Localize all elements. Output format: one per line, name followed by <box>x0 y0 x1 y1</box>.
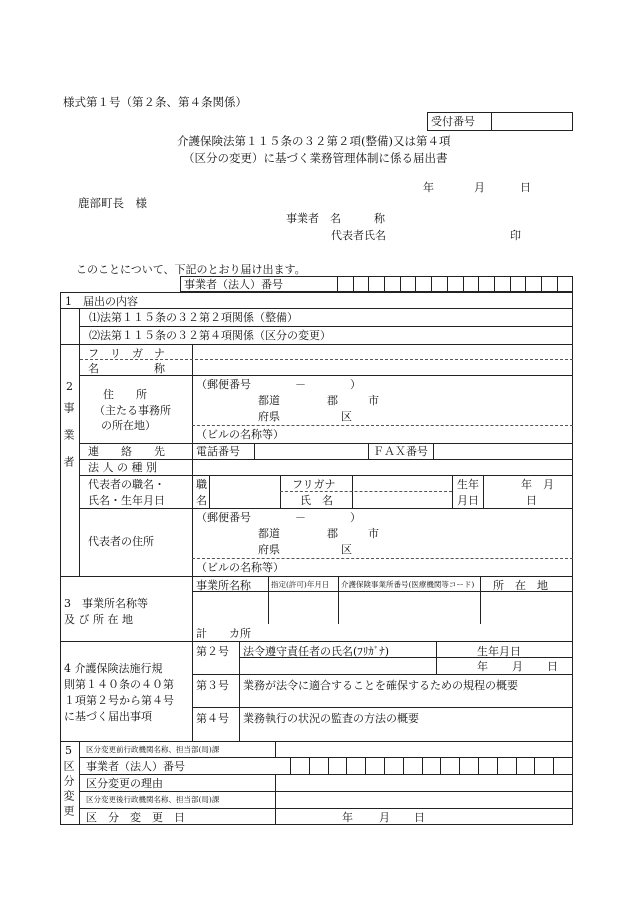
form-title-line1: 介護保険法第１１５条の３２第２項(整備)又は第４項 <box>177 134 451 148</box>
rep-title-field[interactable] <box>210 476 279 507</box>
section5-label: 区分変更 <box>62 760 75 820</box>
prefecture-top-label: 都道 <box>258 394 280 407</box>
postal-code-field[interactable]: （郵便番号 － ） <box>196 378 361 391</box>
item4-number: 第４号 <box>196 712 229 725</box>
ku-label: 区 <box>341 410 352 423</box>
rep-shi-label: 市 <box>368 527 379 540</box>
birth-year-label: 生年 <box>457 478 479 491</box>
item2-number: 第２号 <box>196 645 229 658</box>
location-header: 所 在 地 <box>493 579 548 592</box>
compliance-officer-name-field[interactable] <box>240 658 435 673</box>
gun-label: 郡 <box>327 394 338 407</box>
rep-postal-code-field[interactable]: （郵便番号 － ） <box>196 511 361 524</box>
item2-text: 法令遵守責任者の氏名(ﾌﾘｶﾞﾅ) <box>243 645 390 658</box>
phone-label: 電話番号 <box>196 445 240 458</box>
furigana-label: フ リ ガ ナ <box>88 347 165 360</box>
date-month-label: 月 <box>474 181 485 194</box>
fax-field[interactable] <box>434 444 572 458</box>
form-number: 様式第１号（第２条、第４条関係） <box>63 95 247 109</box>
office-name-header: 事業所名称 <box>196 579 251 592</box>
corp-type-field[interactable] <box>193 460 572 474</box>
section3-label-line2: 及 び 所 在 地 <box>64 613 133 626</box>
rep-gun-label: 郡 <box>327 527 338 540</box>
s5-corp-number-label: 事業者（法人）番号 <box>86 760 185 773</box>
item2-birth-label: 生年月日 <box>477 645 521 658</box>
receipt-number-label: 受付番号 <box>431 115 475 128</box>
item3-number: 第３号 <box>196 679 229 692</box>
office-number-header: 介護保険事業所番号(医療機関等コード) <box>341 580 475 589</box>
phone-field[interactable] <box>255 444 368 458</box>
birth-monthday-label: 月日 <box>457 494 479 507</box>
rep-title-label-line2: 氏名・生年月日 <box>88 494 165 507</box>
s5-before-agency-field[interactable] <box>276 742 572 756</box>
item2-birth-day: 日 <box>547 660 558 673</box>
shi-label: 市 <box>368 394 379 407</box>
section3-label-line1: 3 事業所名称等 <box>64 597 148 610</box>
s5-change-month-unit: 月 <box>379 811 390 824</box>
section1-label: 1 届出の内容 <box>65 295 138 308</box>
intro-text: このことについて、下記のとおり届け出ます。 <box>76 263 306 276</box>
item2-birth-month: 月 <box>512 660 523 673</box>
address-label-line3: の所在地） <box>101 419 156 432</box>
section2-number: 2 <box>66 380 73 393</box>
birth-month-unit: 月 <box>543 478 554 491</box>
corp-name-field[interactable] <box>193 345 572 375</box>
item3-text[interactable]: 業務が法令に適合することを確保するための規程の概要 <box>243 679 518 692</box>
shoku-label: 職 <box>196 478 207 491</box>
section4-label-line1: 4 介護保険法施行規 <box>64 662 163 675</box>
rep-building-name-field[interactable]: （ビルの名称等） <box>196 561 284 574</box>
birth-day-unit: 日 <box>526 494 537 507</box>
operator-name-label: 事業者 名 称 <box>286 212 385 225</box>
rep-name-label: 氏 名 <box>300 494 333 507</box>
birth-year-unit: 年 <box>521 478 532 491</box>
contact-label: 連 絡 先 <box>88 445 165 458</box>
rep-title-label-line1: 代表者の職名・ <box>88 478 165 491</box>
rep-prefecture-top-label: 都道 <box>258 527 280 540</box>
receipt-number-field[interactable] <box>492 113 572 130</box>
section4-label-line2: 則第１４０条の４０第 <box>64 678 174 691</box>
mei-label: 名 <box>196 494 207 507</box>
s5-after-agency-field[interactable] <box>276 792 572 807</box>
office-list-field[interactable] <box>193 592 572 624</box>
section5-number: 5 <box>65 744 72 757</box>
section1-option2[interactable]: ⑵法第１１５条の３２第４項関係（区分の変更） <box>89 329 331 342</box>
rep-ku-label: 区 <box>341 543 352 556</box>
address-label-line2: （主たる事務所 <box>94 404 171 417</box>
corp-number-label: 事業者（法人）番号 <box>184 278 283 291</box>
s5-after-agency-label: 区分変更後行政機関名称、担当部(局)課 <box>86 795 220 804</box>
s5-change-date-label: 区 分 変 更 日 <box>86 811 185 824</box>
section2-label: 事業者 <box>62 402 75 483</box>
item2-birth-year: 年 <box>477 660 488 673</box>
building-name-field[interactable]: （ビルの名称等） <box>196 428 284 441</box>
s5-reason-field[interactable] <box>276 775 572 790</box>
s5-change-year-unit: 年 <box>342 811 353 824</box>
name-label: 名 称 <box>88 362 165 375</box>
fax-label: ＦＡＸ番号 <box>373 445 428 458</box>
prefecture-bottom-label: 府県 <box>258 410 280 423</box>
s5-change-day-unit: 日 <box>414 811 425 824</box>
rep-furigana-label: フリガナ <box>292 478 336 491</box>
address-label-line1: 住 所 <box>103 388 147 401</box>
date-year-label: 年 <box>423 181 434 194</box>
rep-name-field[interactable] <box>353 476 451 507</box>
s5-reason-label: 区分変更の理由 <box>86 777 163 790</box>
s5-before-agency-label: 区分変更前行政機関名称、担当部(局)課 <box>86 745 220 754</box>
representative-name-label: 代表者氏名 <box>331 229 386 242</box>
section4-label-line4: に基づく届出事項 <box>64 710 152 723</box>
designation-date-header: 指定(許可)年月日 <box>271 580 330 589</box>
rep-prefecture-bottom-label: 府県 <box>258 543 280 556</box>
form-title-line2: （区分の変更）に基づく業務管理体制に係る届出書 <box>183 151 448 165</box>
corp-number-digits[interactable] <box>337 276 573 292</box>
item4-text[interactable]: 業務執行の状況の監査の方法の概要 <box>243 712 419 725</box>
date-day-label: 日 <box>520 181 531 194</box>
seal-mark: 印 <box>510 229 521 242</box>
addressee: 鹿部町長 様 <box>78 196 147 210</box>
section4-label-line3: １項第２号から第４号 <box>64 694 174 707</box>
rep-address-label: 代表者の住所 <box>88 535 154 548</box>
office-total-label: 計 カ所 <box>196 627 251 640</box>
s5-corp-number-digits[interactable] <box>290 757 573 774</box>
corp-type-label: 法 人 の 種 別 <box>88 461 157 474</box>
section1-option1[interactable]: ⑴法第１１５条の３２第２項関係（整備） <box>89 311 298 324</box>
